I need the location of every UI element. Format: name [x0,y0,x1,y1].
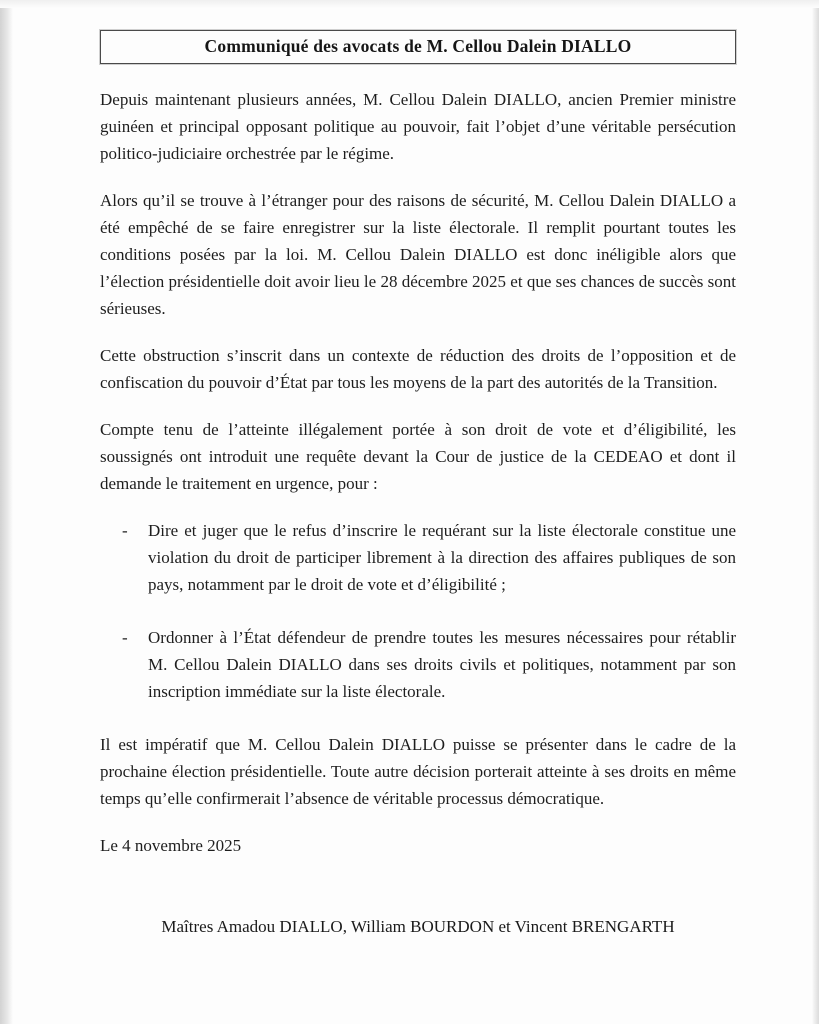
list-item-text: Dire et juger que le refus d’inscrire le requérant sur la liste électorale constitue une violation du droit de participer librement à la direction des affaires publiques de son pays, notamment par le droit de vote et d’éligibilité ; [148,521,736,594]
document-title: Communiqué des avocats de M. Cellou Dalein DIALLO [204,36,632,56]
dash-bullet-marker: - [122,521,128,540]
page-edge-shadow-top [0,0,819,8]
list-item [100,624,736,705]
title-box [100,30,736,64]
dash-bullet-marker: - [122,628,128,647]
date-line: Le 4 novembre 2025 [100,836,242,855]
paragraph-registration-blocked: Alors qu’il se trouve à l’étranger pour des raisons de sécurité, M. Cellou Dalein DIALLO a été empêché de se faire enregistrer sur la liste électorale. Il remplit pourtant toutes les conditions posées par la loi. M. Cellou Dalein DIALLO est donc inéligible alors que l’élection présidentielle doit avoir lieu le 28 décembre 2025 et que ses chances de succès sont sérieuses. [100,191,736,318]
paragraph-cedeao-request: Compte tenu de l’atteinte illégalement portée à son droit de vote et d’éligibilité, les soussignés ont introduit une requête devant la Cour de justice de la CEDEAO et dont il demande le traitement en urgence, pour : [100,420,736,493]
paragraph-intro: Depuis maintenant plusieurs années, M. Cellou Dalein DIALLO, ancien Premier ministre guinéen et principal opposant politique au pouvoir, fait l’objet d’une véritable persécution politico-judiciaire orchestrée par le régime. [100,90,736,163]
page-edge-shadow-right [812,0,819,1024]
list-item-text: Ordonner à l’État défendeur de prendre toutes les mesures nécessaires pour rétablir M. Cellou Dalein DIALLO dans ses droits civils et politiques, notamment par son inscription immédiate sur la liste électorale. [148,628,736,701]
paragraph-context: Cette obstruction s’inscrit dans un contexte de réduction des droits de l’opposition et de confiscation du pouvoir d’État par tous les moyens de la part des autorités de la Transition. [100,346,736,392]
document-page [100,30,736,940]
signature-line: Maîtres Amadou DIALLO, William BOURDON et Vincent BRENGARTH [161,917,675,936]
page-edge-shadow-left [0,0,13,1024]
paragraph-closing: Il est impératif que M. Cellou Dalein DIALLO puisse se présenter dans le cadre de la prochaine élection présidentielle. Toute autre décision porterait atteinte à ses droits en même temps qu’elle confirmerait l’absence de véritable processus démocratique. [100,735,736,808]
request-list [100,517,736,705]
list-item [100,517,736,598]
